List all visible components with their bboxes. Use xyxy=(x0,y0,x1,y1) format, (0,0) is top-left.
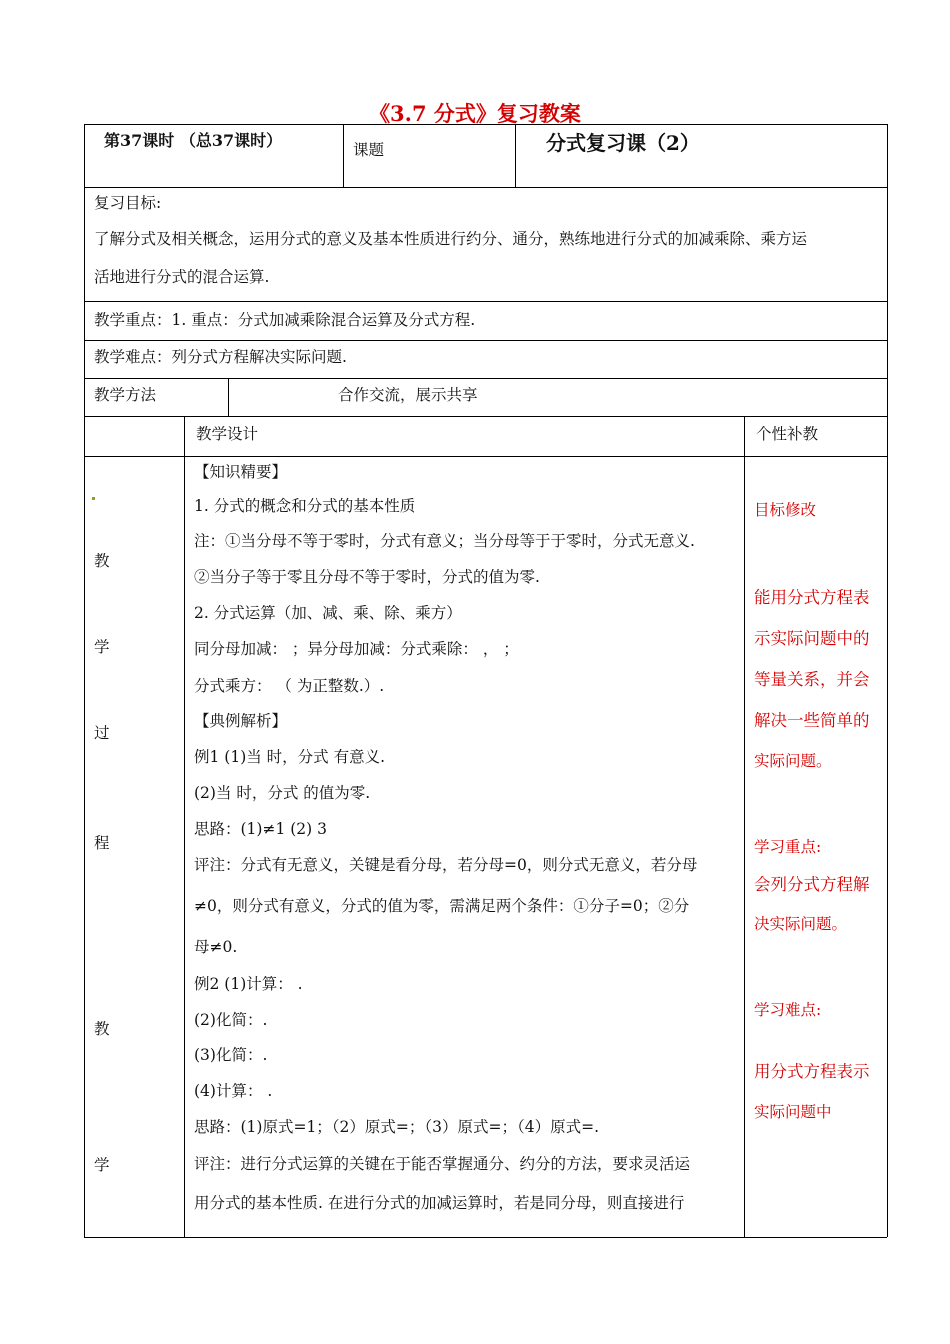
process-char: 教 xyxy=(94,1020,110,1038)
key-point: 教学重点：1. 重点：分式加减乘除混合运算及分式方程. xyxy=(94,311,476,329)
difficult-point: 教学难点：列分式方程解决实际问题. xyxy=(94,348,347,366)
personal-note: 用分式方程表示 xyxy=(754,1062,870,1081)
design-line: 例2 (1)计算： . xyxy=(194,975,303,993)
goals-line-1: 了解分式及相关概念，运用分式的意义及基本性质进行约分、通分，熟练地进行分式的加减乘除、乘方运 xyxy=(94,230,808,248)
row-divider-goals xyxy=(84,301,887,302)
row-divider-header xyxy=(84,187,887,188)
design-line: 【知识精要】 xyxy=(194,463,288,481)
process-col-divider xyxy=(184,416,185,1237)
design-column-header: 教学设计 xyxy=(196,425,259,443)
table-border-left xyxy=(84,124,85,1237)
row-divider-difficult xyxy=(84,378,887,379)
design-line: (2)当 时，分式 的值为零. xyxy=(194,784,371,802)
design-line: 母≠0. xyxy=(194,938,238,956)
design-line: (2)化简：. xyxy=(194,1011,268,1029)
process-char: 教 xyxy=(94,552,110,570)
table-border-right xyxy=(887,124,888,1237)
goals-line-2: 活地进行分式的混合运算. xyxy=(94,268,270,286)
goals-label: 复习目标: xyxy=(94,194,162,212)
personal-column-header: 个性补教 xyxy=(756,425,819,443)
table-border-top xyxy=(84,124,887,125)
personal-note: 决实际问题。 xyxy=(754,915,848,933)
row-divider-columns xyxy=(84,456,887,457)
method-label: 教学方法 xyxy=(94,386,157,404)
personal-note: 学习难点: xyxy=(754,1001,822,1019)
design-line: 注：①当分母不等于零时，分式有意义；当分母等于于零时，分式无意义. xyxy=(194,532,695,550)
method-divider xyxy=(228,378,229,416)
personal-note: 能用分式方程表 xyxy=(754,588,870,607)
design-line: 例1 (1)当 时，分式 有意义. xyxy=(194,748,386,766)
header-divider-1 xyxy=(343,124,344,187)
decorative-dot xyxy=(92,497,95,500)
topic-label: 课题 xyxy=(353,141,385,159)
table-border-bottom xyxy=(84,1237,887,1238)
design-line: 2. 分式运算（加、减、乘、除、乘方） xyxy=(194,604,462,622)
design-line: 同分母加减： ；异分母加减：分式乘除： ， ； xyxy=(194,640,519,658)
personal-note: 会列分式方程解 xyxy=(754,875,870,894)
process-char: 学 xyxy=(94,1156,110,1174)
row-divider-key xyxy=(84,340,887,341)
personal-col-divider xyxy=(744,416,745,1237)
design-line: ②当分子等于零且分母不等于零时，分式的值为零. xyxy=(194,568,540,586)
document-title: 《3.7 分式》复习教案 xyxy=(369,101,581,126)
process-char: 学 xyxy=(94,638,110,656)
header-divider-2 xyxy=(515,124,516,187)
design-line: 用分式的基本性质. 在进行分式的加减运算时，若是同分母，则直接进行 xyxy=(194,1194,685,1212)
topic-value: 分式复习课（2） xyxy=(546,131,700,155)
design-line: ≠0，则分式有意义，分式的值为零，需满足两个条件：①分子=0；②分 xyxy=(194,897,690,915)
design-line: 评注：分式有无意义，关键是看分母，若分母=0，则分式无意义，若分母 xyxy=(194,856,698,874)
personal-note: 学习重点: xyxy=(754,838,822,856)
personal-note: 实际问题中 xyxy=(754,1103,832,1121)
personal-note: 示实际问题中的 xyxy=(754,629,870,648)
design-line: (4)计算： . xyxy=(194,1082,273,1100)
lesson-number: 第37课时 （总37课时） xyxy=(104,131,283,150)
row-divider-method xyxy=(84,416,887,417)
personal-note: 解决一些简单的 xyxy=(754,711,870,730)
design-line: 思路：(1)原式=1；（2）原式=；（3）原式=；（4）原式=. xyxy=(194,1118,600,1136)
design-line: 1. 分式的概念和分式的基本性质 xyxy=(194,497,416,515)
process-char: 程 xyxy=(94,834,110,852)
personal-note: 等量关系，并会 xyxy=(754,670,870,689)
method-value: 合作交流，展示共享 xyxy=(338,386,478,404)
design-line: 思路：(1)≠1 (2) 3 xyxy=(194,820,327,838)
design-line: 【典例解析】 xyxy=(194,712,288,730)
personal-note: 实际问题。 xyxy=(754,752,832,770)
design-line: 分式乘方： （ 为正整数.）. xyxy=(194,677,385,695)
design-line: (3)化简：. xyxy=(194,1046,268,1064)
personal-note: 目标修改 xyxy=(754,501,817,519)
process-char: 过 xyxy=(94,724,110,742)
design-line: 评注：进行分式运算的关键在于能否掌握通分、约分的方法，要求灵活运 xyxy=(194,1155,691,1173)
